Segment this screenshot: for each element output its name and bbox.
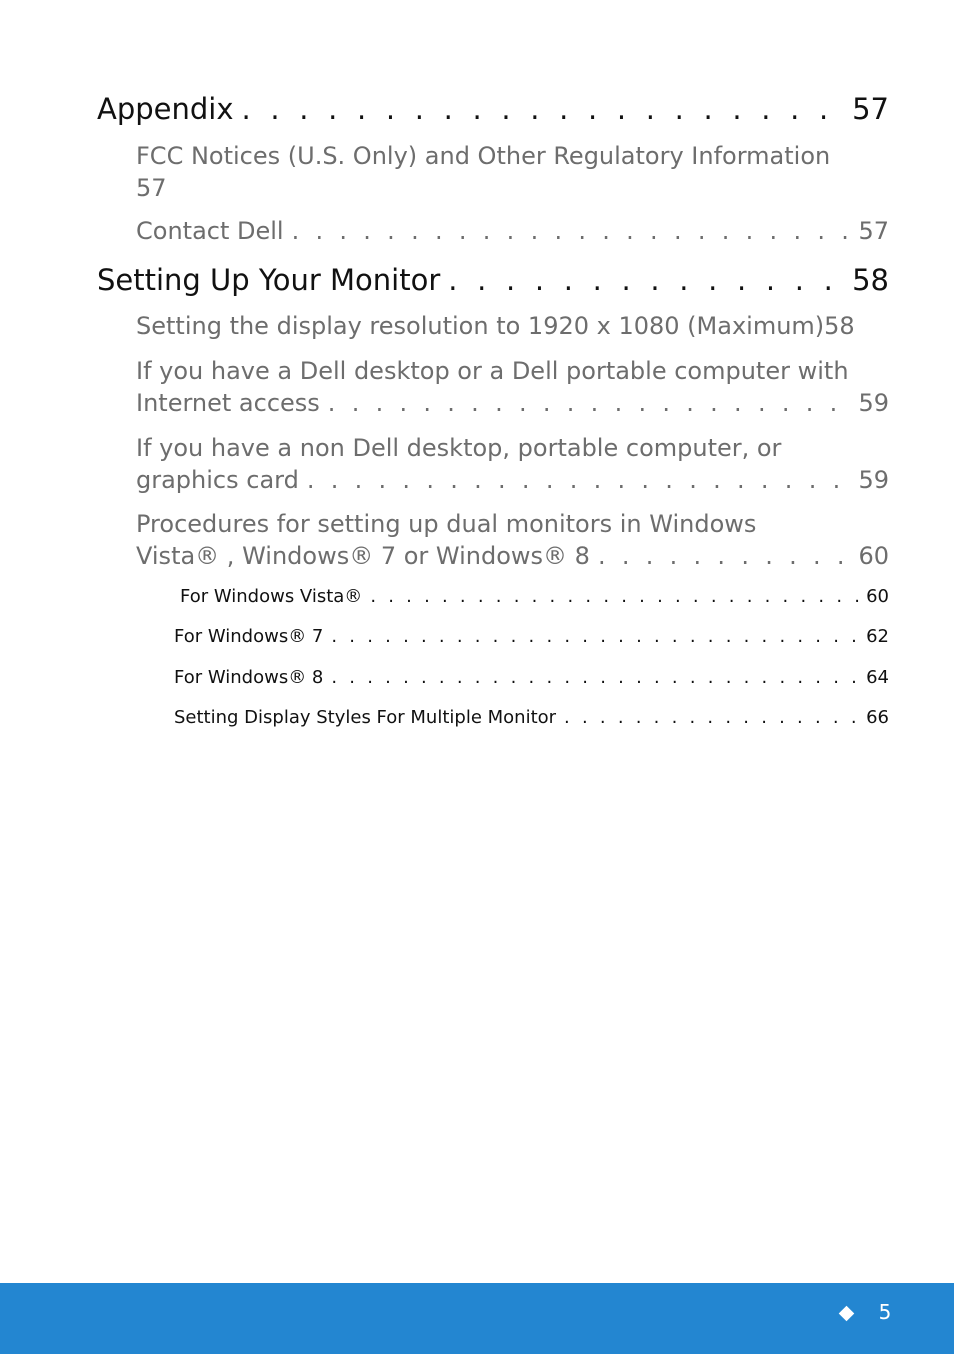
toc-entry-windows-8[interactable] bbox=[174, 666, 889, 690]
page-number: 5 bbox=[878, 1300, 892, 1324]
toc-page-number: 62 bbox=[866, 626, 889, 647]
toc-page-number: 57 bbox=[852, 92, 889, 126]
page-footer-bar bbox=[0, 1283, 954, 1354]
toc-entry-title: If you have a Dell desktop or a Dell portable computer with bbox=[136, 357, 849, 385]
toc-entry-setting-up-monitor[interactable] bbox=[97, 262, 889, 298]
toc-entry-display-styles[interactable] bbox=[174, 706, 889, 730]
dot-leader bbox=[564, 706, 860, 730]
toc-entry-windows-vista[interactable] bbox=[180, 585, 889, 609]
toc-entry-title: Procedures for setting up dual monitors in Windows bbox=[136, 510, 757, 538]
toc-page-number: 58 bbox=[824, 312, 855, 340]
toc-entry-fcc-notices[interactable] bbox=[136, 140, 889, 204]
toc-page-number: 59 bbox=[858, 466, 889, 494]
toc-page-number: 60 bbox=[858, 542, 889, 570]
toc-page-number: 66 bbox=[866, 707, 889, 728]
dot-leader bbox=[598, 540, 853, 572]
toc-entry-title: For Windows® 8 bbox=[174, 667, 324, 688]
toc-page-number: 60 bbox=[866, 586, 889, 607]
toc-entry-dual-monitors[interactable] bbox=[136, 508, 889, 572]
toc-entry-dell-desktop[interactable] bbox=[136, 355, 889, 419]
toc-entry-windows-7[interactable] bbox=[174, 625, 889, 649]
toc-entry-contact-dell[interactable] bbox=[136, 215, 889, 247]
toc-entry-title: For Windows® 7 bbox=[174, 626, 324, 647]
toc-page-number: 59 bbox=[858, 389, 889, 417]
toc-entry-title: Appendix bbox=[97, 92, 234, 126]
toc-entry-title: If you have a non Dell desktop, portable computer, or bbox=[136, 434, 782, 462]
toc-page-number: 58 bbox=[852, 263, 889, 297]
toc-entry-non-dell-desktop[interactable] bbox=[136, 432, 889, 496]
toc-entry-title-continued: Vista® , Windows® 7 or Windows® 8 bbox=[136, 542, 590, 570]
toc-entry-title: Setting Display Styles For Multiple Monitor bbox=[174, 707, 557, 728]
toc-entry-title: FCC Notices (U.S. Only) and Other Regulatory Information bbox=[136, 142, 831, 170]
toc-entry-title: Setting the display resolution to 1920 x 1080 (Maximum) bbox=[136, 312, 825, 340]
toc-page-number: 57 bbox=[136, 174, 167, 202]
toc-page-number: 57 bbox=[858, 217, 889, 245]
dot-leader bbox=[331, 625, 860, 649]
dot-leader bbox=[370, 585, 860, 609]
dot-leader bbox=[242, 91, 847, 127]
toc-entry-appendix[interactable] bbox=[97, 91, 889, 127]
toc-page-number: 64 bbox=[866, 667, 889, 688]
dot-leader bbox=[328, 387, 853, 419]
toc-entry-display-resolution[interactable] bbox=[136, 310, 889, 342]
toc-entry-title: For Windows Vista® bbox=[180, 586, 363, 607]
dot-leader bbox=[448, 262, 846, 298]
toc-entry-title-continued: graphics card bbox=[136, 466, 299, 494]
toc-entry-title: Setting Up Your Monitor bbox=[97, 263, 441, 297]
toc-entry-title: Contact Dell bbox=[136, 217, 284, 245]
toc-entry-title-continued: Internet access bbox=[136, 389, 320, 417]
dot-leader bbox=[331, 666, 860, 690]
dot-leader bbox=[307, 464, 853, 496]
dot-leader bbox=[292, 215, 853, 247]
